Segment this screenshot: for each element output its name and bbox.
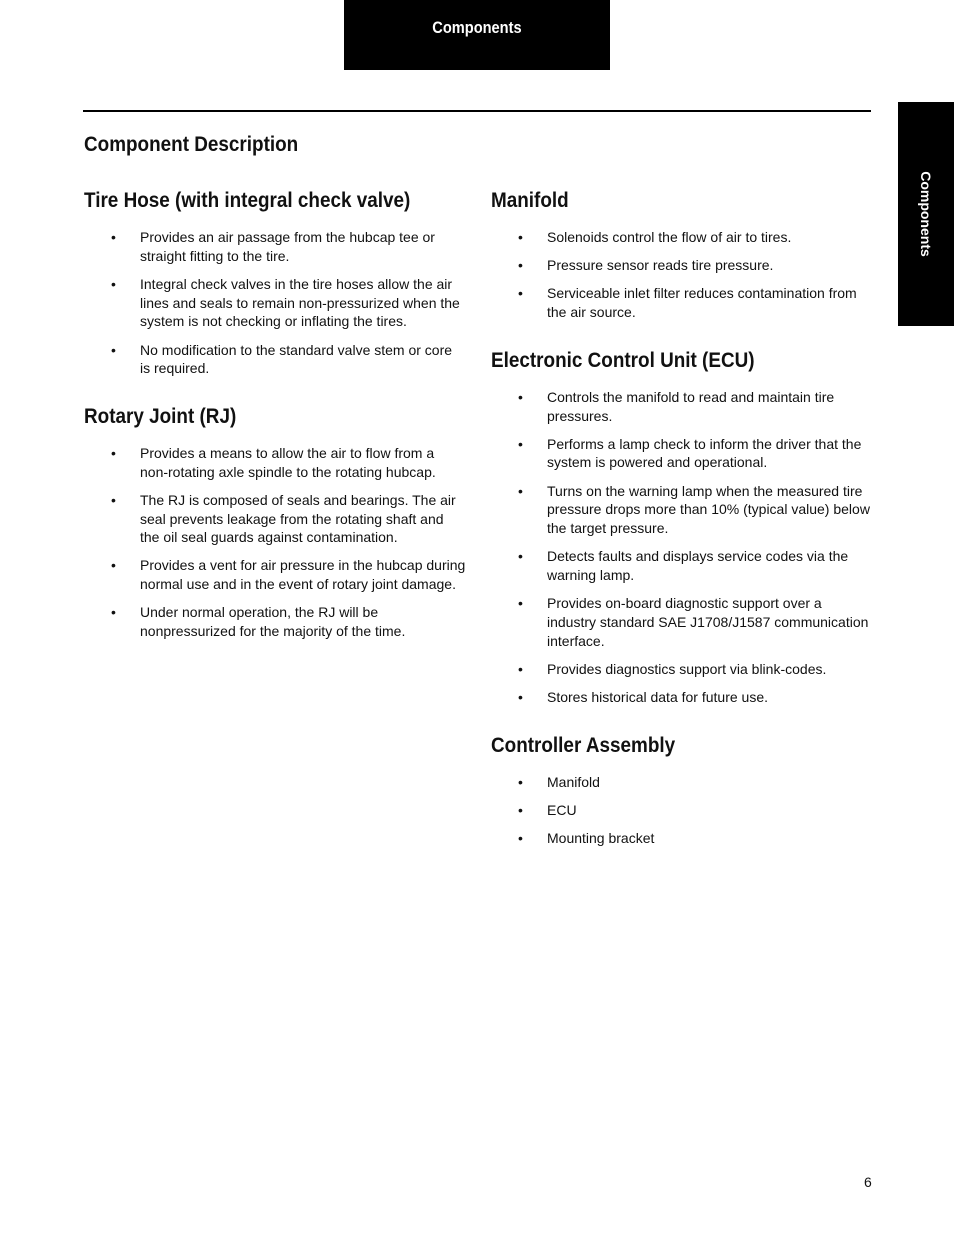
bullet-icon: • [518, 285, 523, 302]
page-number: 6 [864, 1174, 872, 1190]
list-item: • Detects faults and displays service codes via the warning lamp. [518, 548, 849, 583]
header-rule [83, 110, 871, 112]
list-item: • Turns on the warning lamp when the measured tire pressure drops more than 10% (typical value) below the target pressure. [518, 482, 870, 537]
header-tab-label: Components [432, 18, 522, 37]
bullet-list [84, 228, 466, 378]
section-heading: Controller Assembly [491, 733, 676, 757]
bullet-icon: • [518, 830, 523, 847]
bullet-icon: • [518, 257, 523, 274]
bullet-list [491, 228, 873, 322]
section-tire-hose [84, 186, 466, 378]
section-controller-assembly [491, 731, 873, 848]
bullet-list [84, 444, 466, 641]
list-item: • Integral check valves in the tire hoses allow the air lines and seals to remain non-pressurized when the system is not checking or inflating the tires. [111, 275, 460, 330]
bullet-icon: • [111, 229, 116, 245]
section-heading: Electronic Control Unit (ECU) [491, 348, 755, 372]
bullet-icon: • [518, 388, 523, 405]
list-item: • Solenoids control the flow of air to tires. [518, 229, 792, 245]
section-heading: Manifold [491, 189, 569, 212]
list-item: • Stores historical data for future use. [518, 688, 768, 705]
section-rotary-joint [84, 402, 466, 641]
list-item: • Mounting bracket [518, 830, 655, 847]
list-item: • Provides on-board diagnostic support over a industry standard SAE J1708/J1587 communication interface. [518, 595, 869, 649]
list-item: • Provides a means to allow the air to flow from a non-rotating axle spindle to the rotating hubcap. [111, 444, 436, 480]
list-item: • Controls the manifold to read and maintain tire pressures. [518, 388, 835, 424]
list-item: • No modification to the standard valve stem or core is required. [111, 341, 453, 377]
bullet-icon: • [518, 660, 523, 677]
list-item: • ECU [518, 801, 577, 818]
bullet-icon: • [111, 341, 116, 358]
list-item: • Provides a vent for air pressure in the hubcap during normal use and in the event of rotary joint damage. [111, 557, 466, 593]
bullet-icon: • [111, 444, 116, 461]
list-item: • Serviceable inlet filter reduces contamination from the air source. [518, 285, 857, 321]
list-item: • Under normal operation, the RJ will be nonpressurized for the majority of the time. [111, 604, 406, 640]
header-section-tab [344, 0, 610, 70]
bullet-icon: • [111, 275, 116, 292]
bullet-icon: • [518, 801, 523, 818]
side-section-tab [898, 102, 954, 326]
bullet-icon: • [518, 548, 523, 565]
list-item: • Pressure sensor reads tire pressure. [518, 257, 774, 274]
list-item: • Manifold [518, 773, 600, 790]
bullet-list [491, 388, 873, 707]
bullet-icon: • [111, 604, 116, 621]
bullet-icon: • [518, 595, 523, 612]
section-manifold [491, 186, 873, 322]
section-heading: Rotary Joint (RJ) [84, 404, 237, 428]
bullet-icon: • [518, 435, 523, 452]
right-column [491, 186, 873, 872]
bullet-icon: • [518, 482, 523, 499]
section-heading: Tire Hose (with integral check valve) [84, 189, 411, 212]
list-item: • Performs a lamp check to inform the driver that the system is powered and operational. [518, 435, 862, 471]
side-tab-label: Components [918, 171, 934, 257]
bullet-icon: • [111, 491, 116, 508]
list-item: • Provides an air passage from the hubcap tee or straight fitting to the tire. [111, 229, 435, 264]
list-item: • Provides diagnostics support via blink-codes. [518, 660, 827, 677]
section-ecu [491, 346, 873, 707]
bullet-list [491, 773, 873, 848]
left-column [84, 186, 466, 665]
list-item: • The RJ is composed of seals and bearings. The air seal prevents leakage from the rotating shaft and the oil seal guards against contamination. [111, 491, 456, 546]
page-title: Component Description [84, 133, 299, 156]
bullet-icon: • [518, 688, 523, 705]
bullet-icon: • [111, 557, 116, 574]
bullet-icon: • [518, 229, 523, 245]
bullet-icon: • [518, 773, 523, 790]
